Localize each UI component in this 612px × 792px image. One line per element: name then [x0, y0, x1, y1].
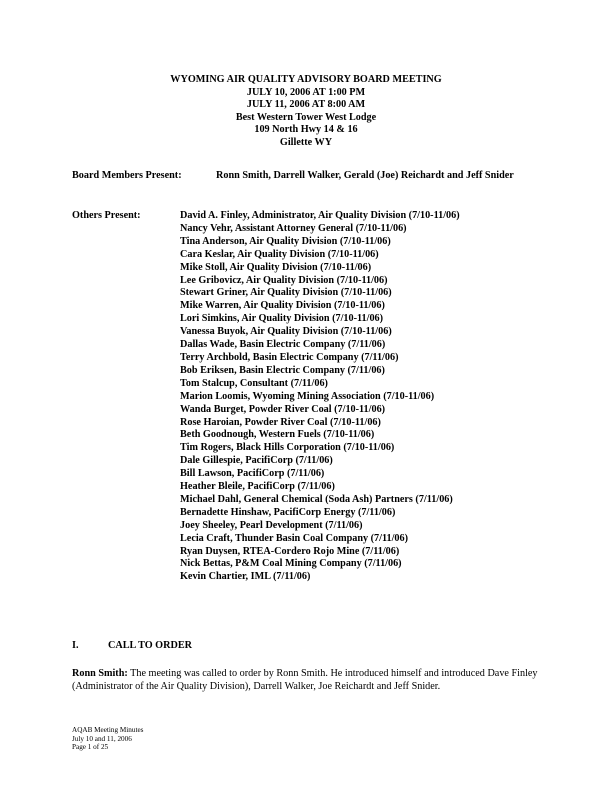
attendee: Dale Gillespie, PacifiCorp (7/11/06)	[180, 455, 333, 467]
attendee: Marion Loomis, Wyoming Mining Association (7/10-11/06)	[180, 390, 435, 402]
attendee: Tom Stalcup, Consultant (7/11/06)	[180, 377, 328, 389]
attendee: Cara Keslar, Air Quality Division (7/10-11/06)	[180, 248, 379, 260]
attendee: Bob Eriksen, Basin Electric Company (7/11/06)	[180, 364, 385, 376]
attendee: Dallas Wade, Basin Electric Company (7/11/06)	[180, 339, 386, 351]
others-present-label: Others Present:	[72, 210, 141, 221]
call-to-order-paragraph	[72, 668, 540, 693]
attendee: Lee Gribovicz, Air Quality Division (7/10-11/06)	[180, 274, 388, 286]
attendee: Vanessa Buyok, Air Quality Division (7/10-11/06)	[180, 326, 392, 338]
header-title: WYOMING AIR QUALITY ADVISORY BOARD MEETING	[170, 74, 442, 85]
attendee: Bill Lawson, PacifiCorp (7/11/06)	[180, 468, 325, 480]
page-footer	[72, 726, 143, 752]
header-city: Gillette WY	[279, 136, 333, 148]
attendee: Ryan Duysen, RTEA-Cordero Rojo Mine (7/11/06)	[180, 545, 400, 557]
attendee: Nick Bettas, P&M Coal Mining Company (7/11/06)	[180, 558, 402, 570]
header-date-1: JULY 10, 2006 AT 1:00 PM	[246, 86, 366, 98]
attendee: Tim Rogers, Black Hills Corporation (7/10-11/06)	[180, 442, 395, 454]
header-address: 109 North Hwy 14 & 16	[254, 124, 358, 135]
board-members-list: Ronn Smith, Darrell Walker, Gerald (Joe) Reichardt and Jeff Snider	[216, 170, 514, 181]
attendee: Heather Bleile, PacifiCorp (7/11/06)	[180, 481, 335, 493]
footer-dates: July 10 and 11, 2006	[72, 734, 132, 743]
attendee: Nancy Vehr, Assistant Attorney General (7/10-11/06)	[180, 222, 407, 234]
section-number: I.	[72, 640, 79, 651]
attendee: Tina Anderson, Air Quality Division (7/10-11/06)	[180, 235, 391, 247]
attendee: Lori Simkins, Air Quality Division (7/10-11/06)	[180, 313, 384, 325]
attendee: David A. Finley, Administrator, Air Quality Division (7/10-11/06)	[180, 210, 460, 221]
attendee: Mike Stoll, Air Quality Division (7/10-11/06)	[180, 261, 372, 273]
board-members-label: Board Members Present:	[72, 170, 182, 181]
attendee: Mike Warren, Air Quality Division (7/10-11/06)	[180, 300, 385, 312]
speaker-name: Ronn Smith:	[72, 668, 128, 679]
attendee: Joey Sheeley, Pearl Development (7/11/06)	[180, 519, 363, 531]
section-title: CALL TO ORDER	[108, 640, 192, 651]
footer-page-number: Page 1 of 25	[72, 743, 109, 752]
header-date-2: JULY 11, 2006 AT 8:00 AM	[246, 99, 366, 110]
attendee: Michael Dahl, General Chemical (Soda Ash) Partners (7/11/06)	[180, 493, 453, 505]
attendee: Wanda Burget, Powder River Coal (7/10-11/06)	[180, 403, 386, 415]
attendee: Kevin Chartier, IML (7/11/06)	[180, 571, 311, 583]
attendee: Beth Goodnough, Western Fuels (7/10-11/06)	[180, 429, 375, 441]
footer-doc-title: AQAB Meeting Minutes	[72, 726, 144, 734]
paragraph-text: The meeting was called to order by Ronn Smith. He introduced himself and introduced Dave Finley (Administrator of the Air Quality Division), Darrell Walker, Joe Reichardt and Jeff Snider.	[72, 668, 538, 692]
others-present-list	[180, 210, 580, 584]
attendee: Lecia Craft, Thunder Basin Coal Company (7/11/06)	[180, 532, 409, 544]
attendee: Stewart Griner, Air Quality Division (7/10-11/06)	[180, 287, 392, 299]
meeting-header	[0, 74, 612, 149]
attendee: Terry Archbold, Basin Electric Company (7/11/06)	[180, 351, 399, 363]
attendee: Rose Haroian, Powder River Coal (7/10-11/06)	[180, 416, 381, 428]
header-venue: Best Western Tower West Lodge	[235, 111, 377, 123]
attendee: Bernadette Hinshaw, PacifiCorp Energy (7/11/06)	[180, 506, 396, 518]
